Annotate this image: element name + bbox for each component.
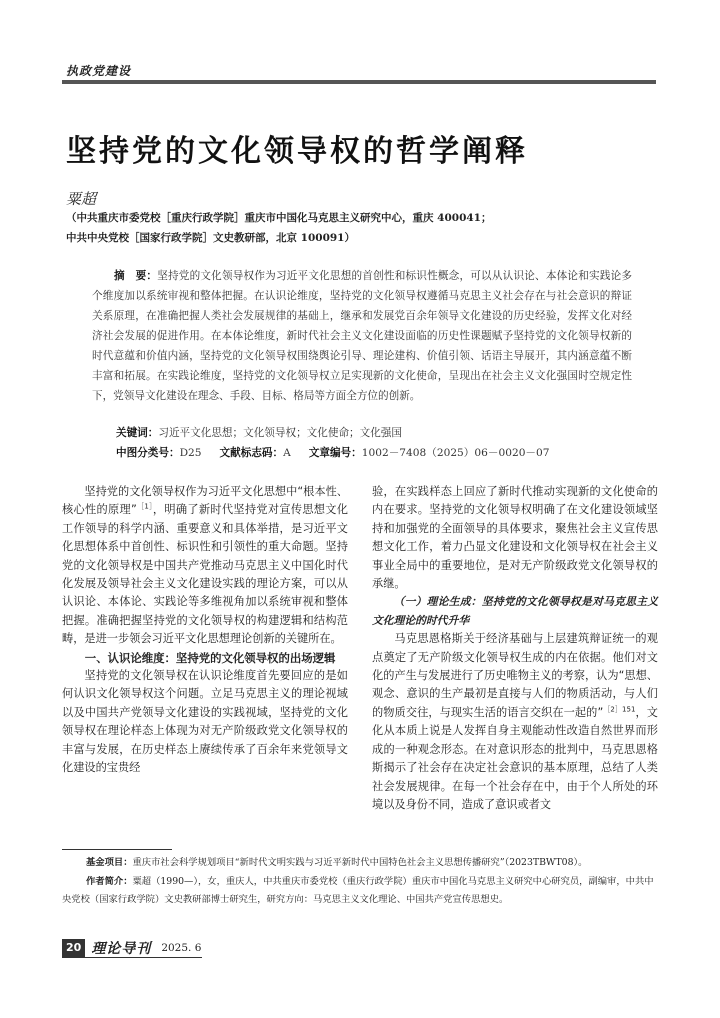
keywords-value: 习近平文化思想；文化领导权；文化使命；文化强国 <box>158 427 403 439</box>
fund-label: 基金项目： <box>86 857 133 868</box>
footnotes <box>62 854 662 910</box>
footer-rule <box>62 957 202 958</box>
affiliation-line-1: （中共重庆市委党校［重庆行政学院］重庆市中国化马克思主义研究中心，重庆 400041； <box>66 212 492 224</box>
keywords-label: 关键词： <box>116 427 159 439</box>
article-no-label: 文章编号： <box>308 447 362 459</box>
author-affiliation <box>66 208 666 248</box>
body-paragraph: 坚持党的文化领导权在认识论维度首先要回应的是如何认识文化领导权这个问题。立足马克思主义的理论视域以及中国共产党领导文化建设的实践视域，坚持党的文化领导权在理论样态上体现为对无产阶级政党文化领导权的丰富与发展，在历史样态上赓续传承了百余年来党领导文化建设的宝贵经 <box>62 669 348 775</box>
keywords-line <box>116 425 402 440</box>
page-footer <box>62 938 201 958</box>
classification-line <box>116 445 550 460</box>
citation-ref: ［1］ <box>136 502 153 511</box>
citation-ref: ［2］151 <box>603 705 636 714</box>
article-no-value: 1002－7408（2025）06－0020－07 <box>361 447 550 459</box>
bio-label: 作者简介： <box>86 875 133 887</box>
abstract-text: 坚持党的文化领导权作为习近平文化思想的首创性和标识性概念，可以从认识论、本体论和实践论多个维度加以系统审视和整体把握。在认识论维度，坚持党的文化领导权遵循马克思主义社会存在与社会意识的辩证关系原理，在准确把握人类社会发展规律的基础上，继承和发展党百余年领导文化建设的历史经验，发挥文化对经济社会发展的促进作用。在本体论维度，新时代社会主义文化建设面临的历史性课题赋予坚持党的文化领导权新的时代意蕴和价值内涵，坚持党的文化领导权围绕舆论引导、理论建构、价值引领、话语主导展开，其内涵意蕴不断丰富和拓展。在实践论维度，坚持党的文化领导权立足实现新的文化使命，呈现出在社会主义文化强国时空规定性下，党领导文化建设在理念、手段、目标、格局等方面全方位的创新。 <box>92 270 632 402</box>
author-name: 粟超 <box>66 190 97 208</box>
body-paragraph <box>62 483 348 649</box>
body-text: ，明确了新时代坚持党对宣传思想文化工作领导的科学内涵、重要意义和具体举措，是习近平文化思想体系中首创性、标识性和引领性的重大命题。坚持党的文化领导权是中国共产党推动马克思主义中国化时代化发展及领导社会主义文化建设实践的理论方案，可以从认识论、本体论、实践论等多维视角加以系统审视和整体把握。准确把握坚持党的文化领导权的构建逻辑和结构范畴，是进一步领会习近平文化思想理论创新的关键所在。 <box>62 503 348 646</box>
doc-code-label: 文献标志码： <box>219 447 284 459</box>
fund-note <box>62 854 662 873</box>
footnote-rule <box>62 849 172 850</box>
page-number: 20 <box>62 939 85 957</box>
clc-value: D25 <box>179 447 202 459</box>
doc-code-value: A <box>283 447 291 459</box>
fund-text: 重庆市社会科学规划项目“新时代文明实践与习近平新时代中国特色社会主义思想传播研究”（2023TBWT08）。 <box>132 857 588 868</box>
author-bio-note <box>62 873 662 910</box>
body-paragraph: 验，在实践样态上回应了新时代推动实现新的文化使命的内在要求。坚持党的文化领导权明确了在文化建设领域坚持和加强党的全面领导的具体要求，聚焦社会主义宣传思想文化工作，着力凸显文化建设和文化领导权在社会主义事业全局中的重要地位，是对无产阶级政党文化领导权的承继。 <box>372 485 658 591</box>
abstract <box>92 266 632 406</box>
body-text: ，文化从本质上说是人发挥自身主观能动性改造自然世界而形成的一种观念形态。在对意识形态的批判中，马克思恩格斯揭示了社会存在决定社会意识的基本原理，总结了人类社会发展规律。在每一个社会存在中，由于个人所处的环境以及身份不同，造成了意识或者文 <box>372 705 658 811</box>
section-tag: 执政党建设 <box>66 64 132 78</box>
affiliation-line-2: 中共中央党校［国家行政学院］文史教研部，北京 100091） <box>66 232 355 244</box>
bio-text: 粟超（1990—），女，重庆人，中共重庆市委党校（重庆行政学院）重庆市中国化马克思主义研究中心研究员，副编审，中共中央党校（国家行政学院）文史教研部博士研究生，研究方向：马克思主义文化理论、中国共产党宣传思想史。 <box>62 875 654 905</box>
clc-label: 中图分类号： <box>116 447 180 459</box>
abstract-label: 摘 要： <box>114 270 158 282</box>
section-heading: 一、认识论维度：坚持党的文化领导权的出场逻辑 <box>84 650 336 665</box>
subsection-heading: （一）理论生成：坚持党的文化领导权是对马克思主义文化理论的时代升华 <box>372 595 658 627</box>
body-text: 坚持党的文化领导权作为习近平文化思想中“根本性、核心性的原理” <box>62 485 348 517</box>
article-title: 坚持党的文化领导权的哲学阐释 <box>66 134 528 169</box>
body-column-right <box>372 483 658 814</box>
body-paragraph <box>372 630 658 814</box>
abstract-paragraph <box>92 266 632 406</box>
journal-name: 理论导刊 <box>91 941 152 957</box>
issue-number: 2025. 6 <box>161 942 202 954</box>
header-rule <box>62 80 656 84</box>
body-column-left <box>62 483 348 778</box>
body-text: 马克思恩格斯关于经济基础与上层建筑辩证统一的观点奠定了无产阶级文化领导权生成的内在依据。他们对文化的产生与发展进行了历史唯物主义的考察，认为“思想、观念、意识的生产最初是直接与人们的物质活动，与人们的物质交往，与现实生活的语言交织在一起的” <box>372 632 658 719</box>
